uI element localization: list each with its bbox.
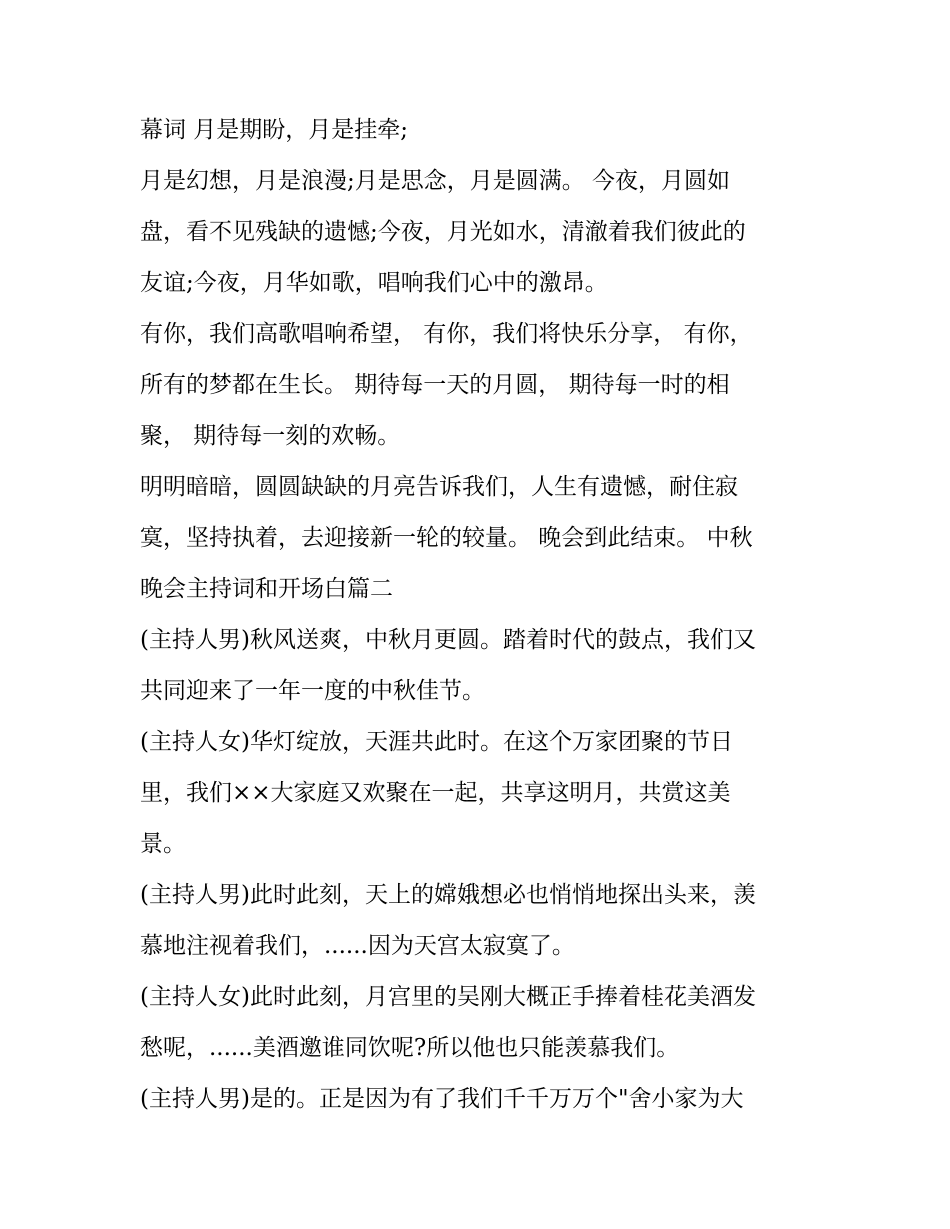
text-line: (主持人男)是的。正是因为有了我们千千万万个"舍小家为大 [140, 1086, 744, 1112]
text-line: 月是幻想，月是浪漫;月是思念，月是圆满。 今夜，月圆如 [140, 168, 731, 194]
text-line: 共同迎来了一年一度的中秋佳节。 [140, 678, 485, 704]
text-line: 里，我们××大家庭又欢聚在一起，共享这明月，共赏这美 [140, 780, 731, 806]
text-line: (主持人女)华灯绽放，天涯共此时。在这个万家团聚的节日 [140, 729, 733, 755]
text-line: 愁呢，......美酒邀谁同饮呢?所以他也只能羡慕我们。 [140, 1035, 680, 1061]
text-line: 所有的梦都在生长。 期待每一天的月圆， 期待每一时的相 [140, 372, 730, 398]
text-line: 聚， 期待每一刻的欢畅。 [140, 423, 401, 449]
text-line: (主持人男)秋风送爽，中秋月更圆。踏着时代的鼓点，我们又 [140, 627, 756, 653]
text-line: 有你，我们高歌唱响希望， 有你，我们将快乐分享， 有你， [140, 321, 753, 347]
text-line: 明明暗暗，圆圆缺缺的月亮告诉我们，人生有遗憾，耐住寂 [140, 474, 738, 500]
document-text-body [140, 105, 820, 1125]
text-line: 寞，坚持执着，去迎接新一轮的较量。 晚会到此结束。 中秋 [140, 525, 753, 551]
text-line: 盘，看不见残缺的遗憾;今夜，月光如水，清澈着我们彼此的 [140, 219, 746, 245]
text-line: 晚会主持词和开场白篇二 [140, 576, 393, 602]
text-line: (主持人女)此时此刻，月宫里的吴刚大概正手捧着桂花美酒发 [140, 984, 756, 1010]
text-line: 景。 [140, 831, 186, 857]
text-line: (主持人男)此时此刻，天上的嫦娥想必也悄悄地探出头来，羡 [140, 882, 756, 908]
text-line: 友谊;今夜，月华如歌，唱响我们心中的激昂。 [140, 270, 608, 296]
text-line: 幕词 月是期盼，月是挂牵; [140, 117, 409, 143]
text-line: 慕地注视着我们，......因为天宫太寂寞了。 [140, 933, 575, 959]
